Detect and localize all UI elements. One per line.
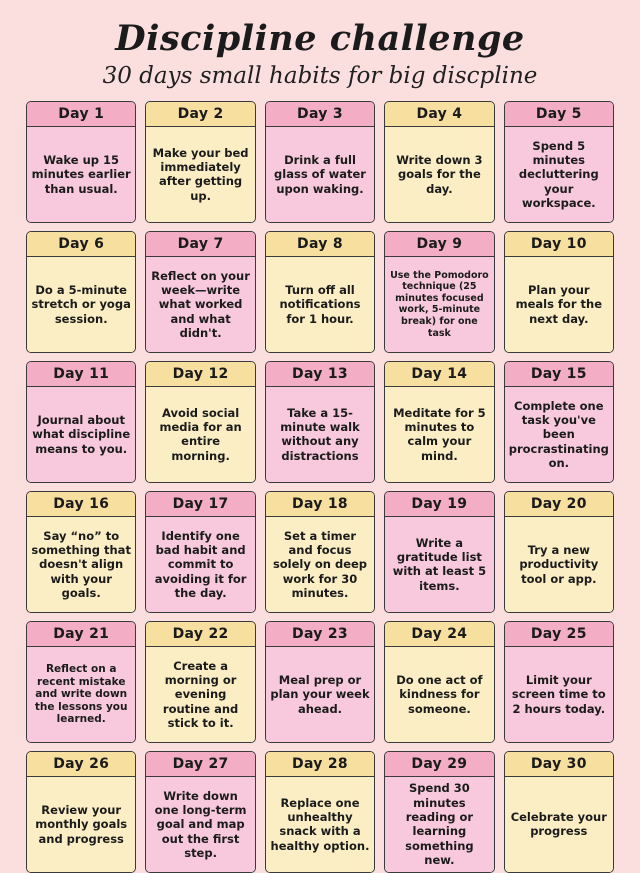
day-label: Day 13 bbox=[266, 362, 374, 387]
day-label: Day 3 bbox=[266, 102, 374, 127]
day-label: Day 4 bbox=[385, 102, 493, 127]
day-task: Reflect on your week—write what worked and what didn't. bbox=[146, 257, 254, 352]
day-card[interactable] bbox=[384, 751, 494, 873]
day-label: Day 15 bbox=[505, 362, 613, 387]
day-card[interactable] bbox=[26, 231, 136, 353]
day-label: Day 1 bbox=[27, 102, 135, 127]
day-task: Create a morning or evening routine and stick to it. bbox=[146, 647, 254, 742]
day-label: Day 5 bbox=[505, 102, 613, 127]
day-card[interactable] bbox=[145, 361, 255, 483]
day-label: Day 9 bbox=[385, 232, 493, 257]
day-task: Meditate for 5 minutes to calm your mind. bbox=[385, 387, 493, 482]
day-task: Drink a full glass of water upon waking. bbox=[266, 127, 374, 222]
day-task: Spend 30 minutes reading or learning something new. bbox=[385, 777, 493, 872]
day-label: Day 30 bbox=[505, 752, 613, 777]
day-card[interactable] bbox=[504, 101, 614, 223]
day-label: Day 19 bbox=[385, 492, 493, 517]
day-card[interactable] bbox=[384, 491, 494, 613]
day-label: Day 7 bbox=[146, 232, 254, 257]
day-card[interactable] bbox=[384, 621, 494, 743]
day-label: Day 28 bbox=[266, 752, 374, 777]
day-task: Spend 5 minutes decluttering your workspace. bbox=[505, 127, 613, 222]
day-label: Day 10 bbox=[505, 232, 613, 257]
day-card[interactable] bbox=[265, 361, 375, 483]
day-label: Day 8 bbox=[266, 232, 374, 257]
day-card[interactable] bbox=[504, 751, 614, 873]
day-card[interactable] bbox=[145, 621, 255, 743]
day-card[interactable] bbox=[26, 751, 136, 873]
day-label: Day 20 bbox=[505, 492, 613, 517]
day-task: Journal about what discipline means to you. bbox=[27, 387, 135, 482]
day-label: Day 12 bbox=[146, 362, 254, 387]
day-task: Meal prep or plan your week ahead. bbox=[266, 647, 374, 742]
day-task: Celebrate your progress bbox=[505, 777, 613, 872]
day-label: Day 17 bbox=[146, 492, 254, 517]
day-card[interactable] bbox=[265, 231, 375, 353]
day-task: Do one act of kindness for someone. bbox=[385, 647, 493, 742]
day-task: Take a 15-minute walk without any distractions bbox=[266, 387, 374, 482]
day-label: Day 22 bbox=[146, 622, 254, 647]
day-task: Identify one bad habit and commit to avoiding it for the day. bbox=[146, 517, 254, 612]
day-label: Day 21 bbox=[27, 622, 135, 647]
day-task: Write down one long-term goal and map out the first step. bbox=[146, 777, 254, 872]
day-card[interactable] bbox=[504, 231, 614, 353]
day-label: Day 6 bbox=[27, 232, 135, 257]
day-task: Try a new productivity tool or app. bbox=[505, 517, 613, 612]
day-card[interactable] bbox=[384, 231, 494, 353]
day-card[interactable] bbox=[26, 361, 136, 483]
day-card[interactable] bbox=[504, 491, 614, 613]
day-label: Day 27 bbox=[146, 752, 254, 777]
day-label: Day 29 bbox=[385, 752, 493, 777]
day-card[interactable] bbox=[26, 101, 136, 223]
day-card[interactable] bbox=[384, 101, 494, 223]
day-task: Write a gratitude list with at least 5 items. bbox=[385, 517, 493, 612]
day-label: Day 11 bbox=[27, 362, 135, 387]
day-label: Day 26 bbox=[27, 752, 135, 777]
day-card[interactable] bbox=[26, 491, 136, 613]
day-task: Use the Pomodoro technique (25 minutes focused work, 5-minute break) for one task bbox=[385, 257, 493, 352]
day-card[interactable] bbox=[265, 621, 375, 743]
day-card[interactable] bbox=[265, 751, 375, 873]
day-card[interactable] bbox=[504, 621, 614, 743]
day-card[interactable] bbox=[384, 361, 494, 483]
day-grid bbox=[26, 101, 614, 873]
day-card[interactable] bbox=[265, 101, 375, 223]
day-task: Say “no” to something that doesn't align with your goals. bbox=[27, 517, 135, 612]
day-card[interactable] bbox=[145, 491, 255, 613]
day-label: Day 2 bbox=[146, 102, 254, 127]
day-task: Make your bed immediately after getting up. bbox=[146, 127, 254, 222]
day-task: Limit your screen time to 2 hours today. bbox=[505, 647, 613, 742]
day-task: Review your monthly goals and progress bbox=[27, 777, 135, 872]
day-card[interactable] bbox=[26, 621, 136, 743]
day-task: Write down 3 goals for the day. bbox=[385, 127, 493, 222]
day-label: Day 16 bbox=[27, 492, 135, 517]
day-label: Day 18 bbox=[266, 492, 374, 517]
day-label: Day 25 bbox=[505, 622, 613, 647]
page-title: Discipline challenge bbox=[115, 18, 525, 59]
day-task: Turn off all notifications for 1 hour. bbox=[266, 257, 374, 352]
day-card[interactable] bbox=[504, 361, 614, 483]
day-task: Complete one task you've been procrastinating on. bbox=[505, 387, 613, 482]
day-task: Wake up 15 minutes earlier than usual. bbox=[27, 127, 135, 222]
day-label: Day 14 bbox=[385, 362, 493, 387]
day-task: Do a 5-minute stretch or yoga session. bbox=[27, 257, 135, 352]
day-card[interactable] bbox=[145, 751, 255, 873]
page-subtitle: 30 days small habits for big discpline bbox=[102, 62, 538, 89]
day-task: Plan your meals for the next day. bbox=[505, 257, 613, 352]
day-label: Day 23 bbox=[266, 622, 374, 647]
day-card[interactable] bbox=[145, 231, 255, 353]
day-card[interactable] bbox=[265, 491, 375, 613]
day-task: Replace one unhealthy snack with a healthy option. bbox=[266, 777, 374, 872]
day-task: Reflect on a recent mistake and write down the lessons you learned. bbox=[27, 647, 135, 742]
day-task: Avoid social media for an entire morning. bbox=[146, 387, 254, 482]
day-card[interactable] bbox=[145, 101, 255, 223]
day-task: Set a timer and focus solely on deep work for 30 minutes. bbox=[266, 517, 374, 612]
day-label: Day 24 bbox=[385, 622, 493, 647]
